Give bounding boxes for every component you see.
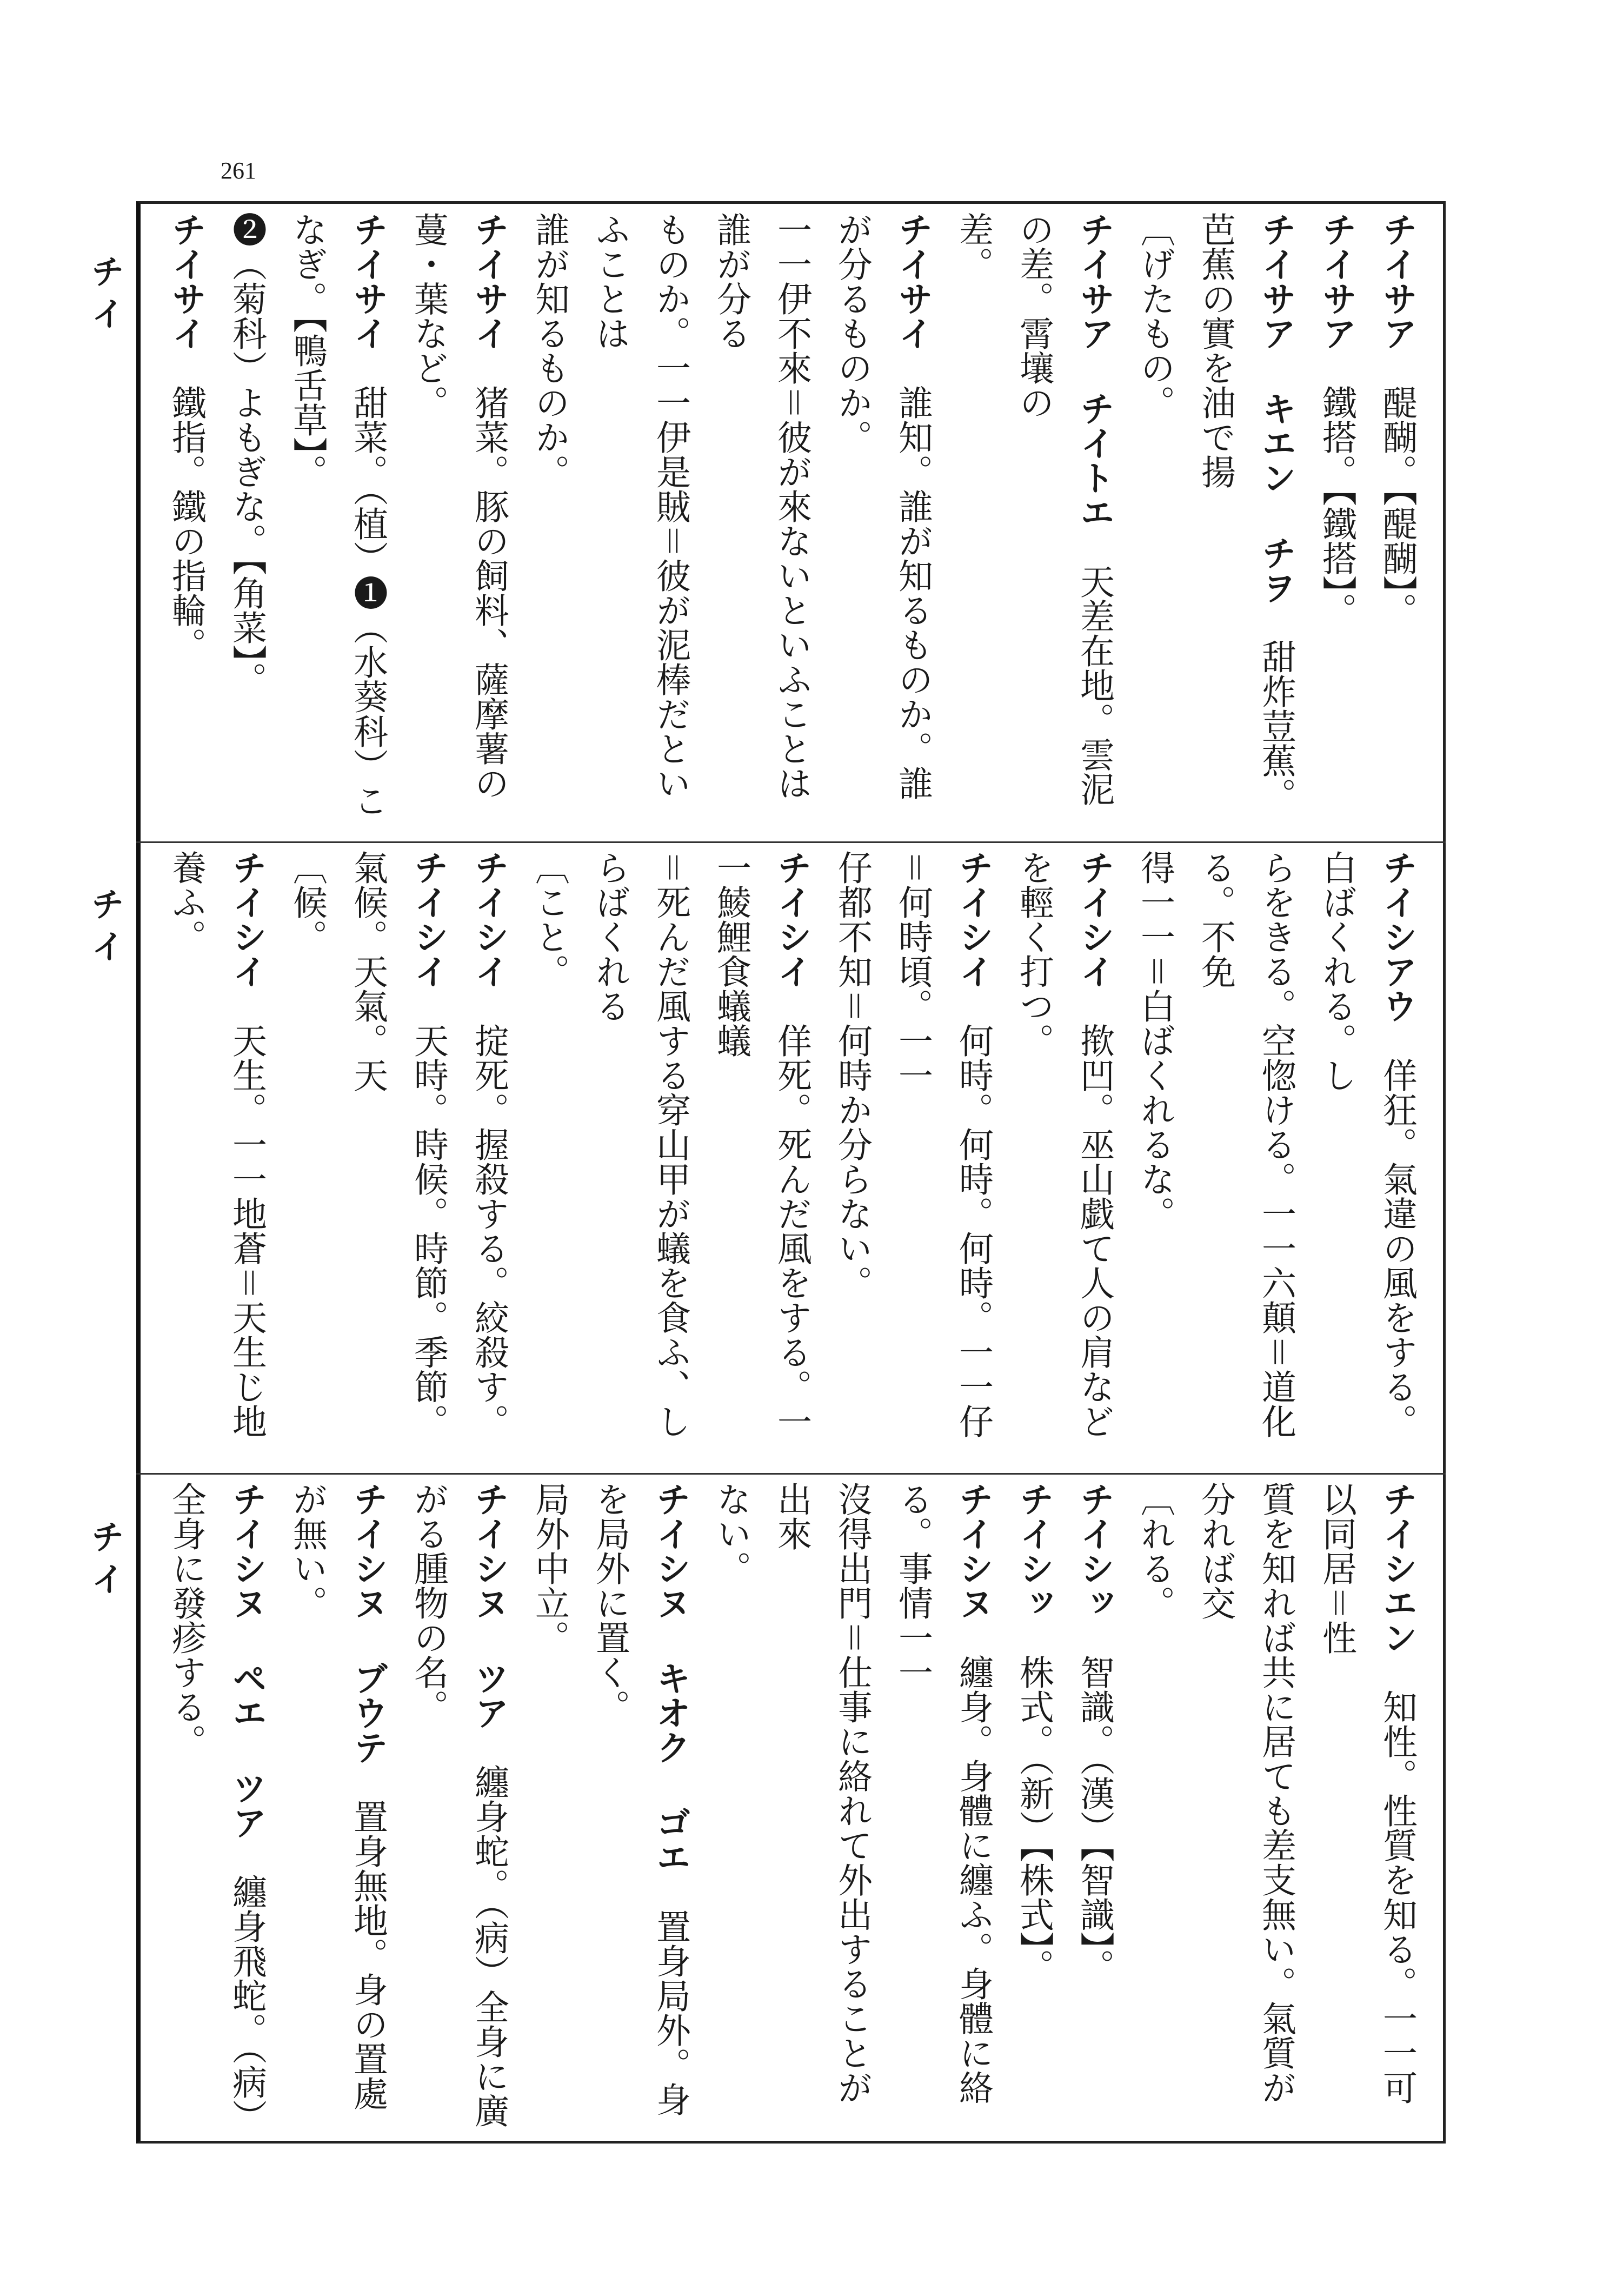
- dictionary-band-top: [162, 212, 1427, 828]
- thumb-index-top: チイ: [85, 254, 125, 339]
- definition: 佯狂。氣違の風をする。白ばくれる。し らをきる。空惚ける。一一六顛＝道化る。不免 得一一＝白ばくれるな。: [1135, 850, 1417, 1438]
- headword: チイシイ: [953, 850, 994, 988]
- definition: 纏身蛇。（病）全身に廣がる腫物の名。: [408, 1482, 509, 2128]
- definition: 甜炸荳蕉。芭蕉の實を油で揚 〔げたもの。: [1135, 212, 1296, 812]
- dictionary-entry: [162, 1482, 277, 2131]
- dictionary-entry: [1306, 212, 1367, 828]
- dictionary-entry: [1125, 850, 1427, 1461]
- dictionary-entry: [519, 850, 822, 1461]
- dictionary-entry: [398, 1482, 519, 2131]
- dictionary-entry: [1125, 212, 1306, 828]
- headword: チイシヌ ツア: [469, 1482, 509, 1730]
- dictionary-entry: [277, 1482, 398, 2131]
- definition: 醍醐。【醍醐】。: [1377, 385, 1417, 627]
- definition: 置身無地。身の置處が無い。: [287, 1482, 388, 2111]
- dictionary-entry: [1064, 1482, 1125, 2131]
- dictionary-entry: [458, 850, 519, 1461]
- definition: 鐵搭。【鐵搭】。: [1316, 385, 1356, 627]
- definition: 何時。何時。何時。一一仔＝何時頃。一一 仔都不知＝何時か分らない。: [832, 850, 993, 1438]
- definition: 佯死。死んだ風をする。一一鯪鯉食蟻蟻 ＝死んだ風する穿山甲が蟻を食ふ、しらばくれる 〔こと。: [529, 850, 812, 1438]
- definition: 天生。一一地蒼＝天生じ地養ふ。: [166, 850, 267, 1438]
- headword: チイシッ: [1074, 1482, 1115, 1620]
- definition: 置身局外。身を局外に置く。 局外中立。: [529, 1482, 690, 2116]
- thumb-index-bottom: チイ: [85, 1519, 125, 1604]
- headword: チイサア: [1316, 212, 1357, 350]
- headword: チイシエン: [1377, 1482, 1418, 1655]
- dictionary-entry: [519, 1482, 701, 2131]
- band-divider: [136, 1473, 1446, 1475]
- headword: チイシアウ: [1377, 850, 1418, 1023]
- dictionary-entry: [822, 850, 1003, 1461]
- definition: 誰知。誰が知るものか。誰が分るものか。 一一伊不來＝彼が來ないといふことは誰が分る ものか。一一伊是賊＝彼が泥棒だといふことは 誰が知るものか。: [529, 212, 933, 800]
- dictionary-entry: [701, 1482, 1003, 2131]
- definition: 纏身飛蛇。（病）全身に發疹する。: [166, 1482, 267, 2116]
- definition: 天時。時候。時節。季節。氣候。天氣。天 〔候。: [287, 850, 448, 1438]
- headword: チイシヌ ペエ ツア: [227, 1482, 267, 1840]
- dictionary-entry: [1003, 1482, 1064, 2131]
- definition: 掟死。握殺する。絞殺す。: [469, 1023, 509, 1438]
- definition: 株式。（新）【株式】。: [1014, 1655, 1054, 1983]
- dictionary-entry: [1003, 850, 1125, 1461]
- dictionary-entry: [1125, 1482, 1427, 2131]
- dictionary-band-middle: [162, 850, 1427, 1461]
- page-number: 261: [221, 157, 256, 184]
- headword: チイサア チイトエ: [1074, 212, 1115, 529]
- dictionary-entry: [943, 212, 1125, 828]
- dictionary-entry: [162, 850, 277, 1461]
- headword: チイサア: [1377, 212, 1418, 350]
- headword: チイシッ: [1014, 1482, 1054, 1620]
- definition: 猪菜。豚の飼料、薩摩薯の蔓・葉など。: [408, 212, 509, 800]
- dictionary-entry: [277, 850, 458, 1461]
- thumb-index-middle: チイ: [85, 887, 125, 971]
- headword: チイシイ: [469, 850, 509, 988]
- definition: 鐵指。鐵の指輪。: [166, 385, 206, 662]
- headword: チイシイ: [227, 850, 267, 988]
- definition: 甜菜。（植）❶（水葵科）こなぎ。【鴨舌草】。 ❷（菊科）よもぎな。【角菜】。: [227, 212, 388, 818]
- definition: 知性。性質を知る。一一可以同居＝性 質を知れば共に居ても差支無い。氣質が分れば交 〔れる。: [1135, 1482, 1417, 2105]
- definition: 揿凹。巫山戯て人の肩などを輕く打つ。: [1014, 850, 1114, 1438]
- headword: チイシイ: [1074, 850, 1115, 988]
- headword: チイサイ: [348, 212, 388, 350]
- definition: 天差在地。雲泥の差。霄壤の 差。: [953, 212, 1114, 806]
- dictionary-band-bottom: [162, 1482, 1427, 2131]
- definition: 纏身。身體に纏ふ。身體に絡る。事情一一 沒得出門＝仕事に絡れて外出することが出來 ない。: [711, 1482, 993, 2105]
- headword: チイシヌ キオク ゴエ: [650, 1482, 691, 1874]
- band-divider: [136, 841, 1446, 843]
- dictionary-entry: [216, 212, 398, 828]
- dictionary-entry: [519, 212, 943, 828]
- dictionary-entry: [398, 212, 519, 828]
- headword: チイシヌ: [953, 1482, 994, 1620]
- headword: チイシヌ ブウテ: [348, 1482, 388, 1764]
- dictionary-entry: [1367, 212, 1427, 828]
- headword: チイシイ: [408, 850, 449, 988]
- headword: チイサイ: [166, 212, 207, 350]
- headword: チイサイ: [893, 212, 933, 350]
- headword: チイサイ: [469, 212, 509, 350]
- headword: チイシイ: [771, 850, 812, 988]
- dictionary-entry: [162, 212, 216, 828]
- definition: 智識。（漢）【智識】。: [1074, 1655, 1114, 1983]
- headword: チイサア キエン チヲ: [1256, 212, 1296, 605]
